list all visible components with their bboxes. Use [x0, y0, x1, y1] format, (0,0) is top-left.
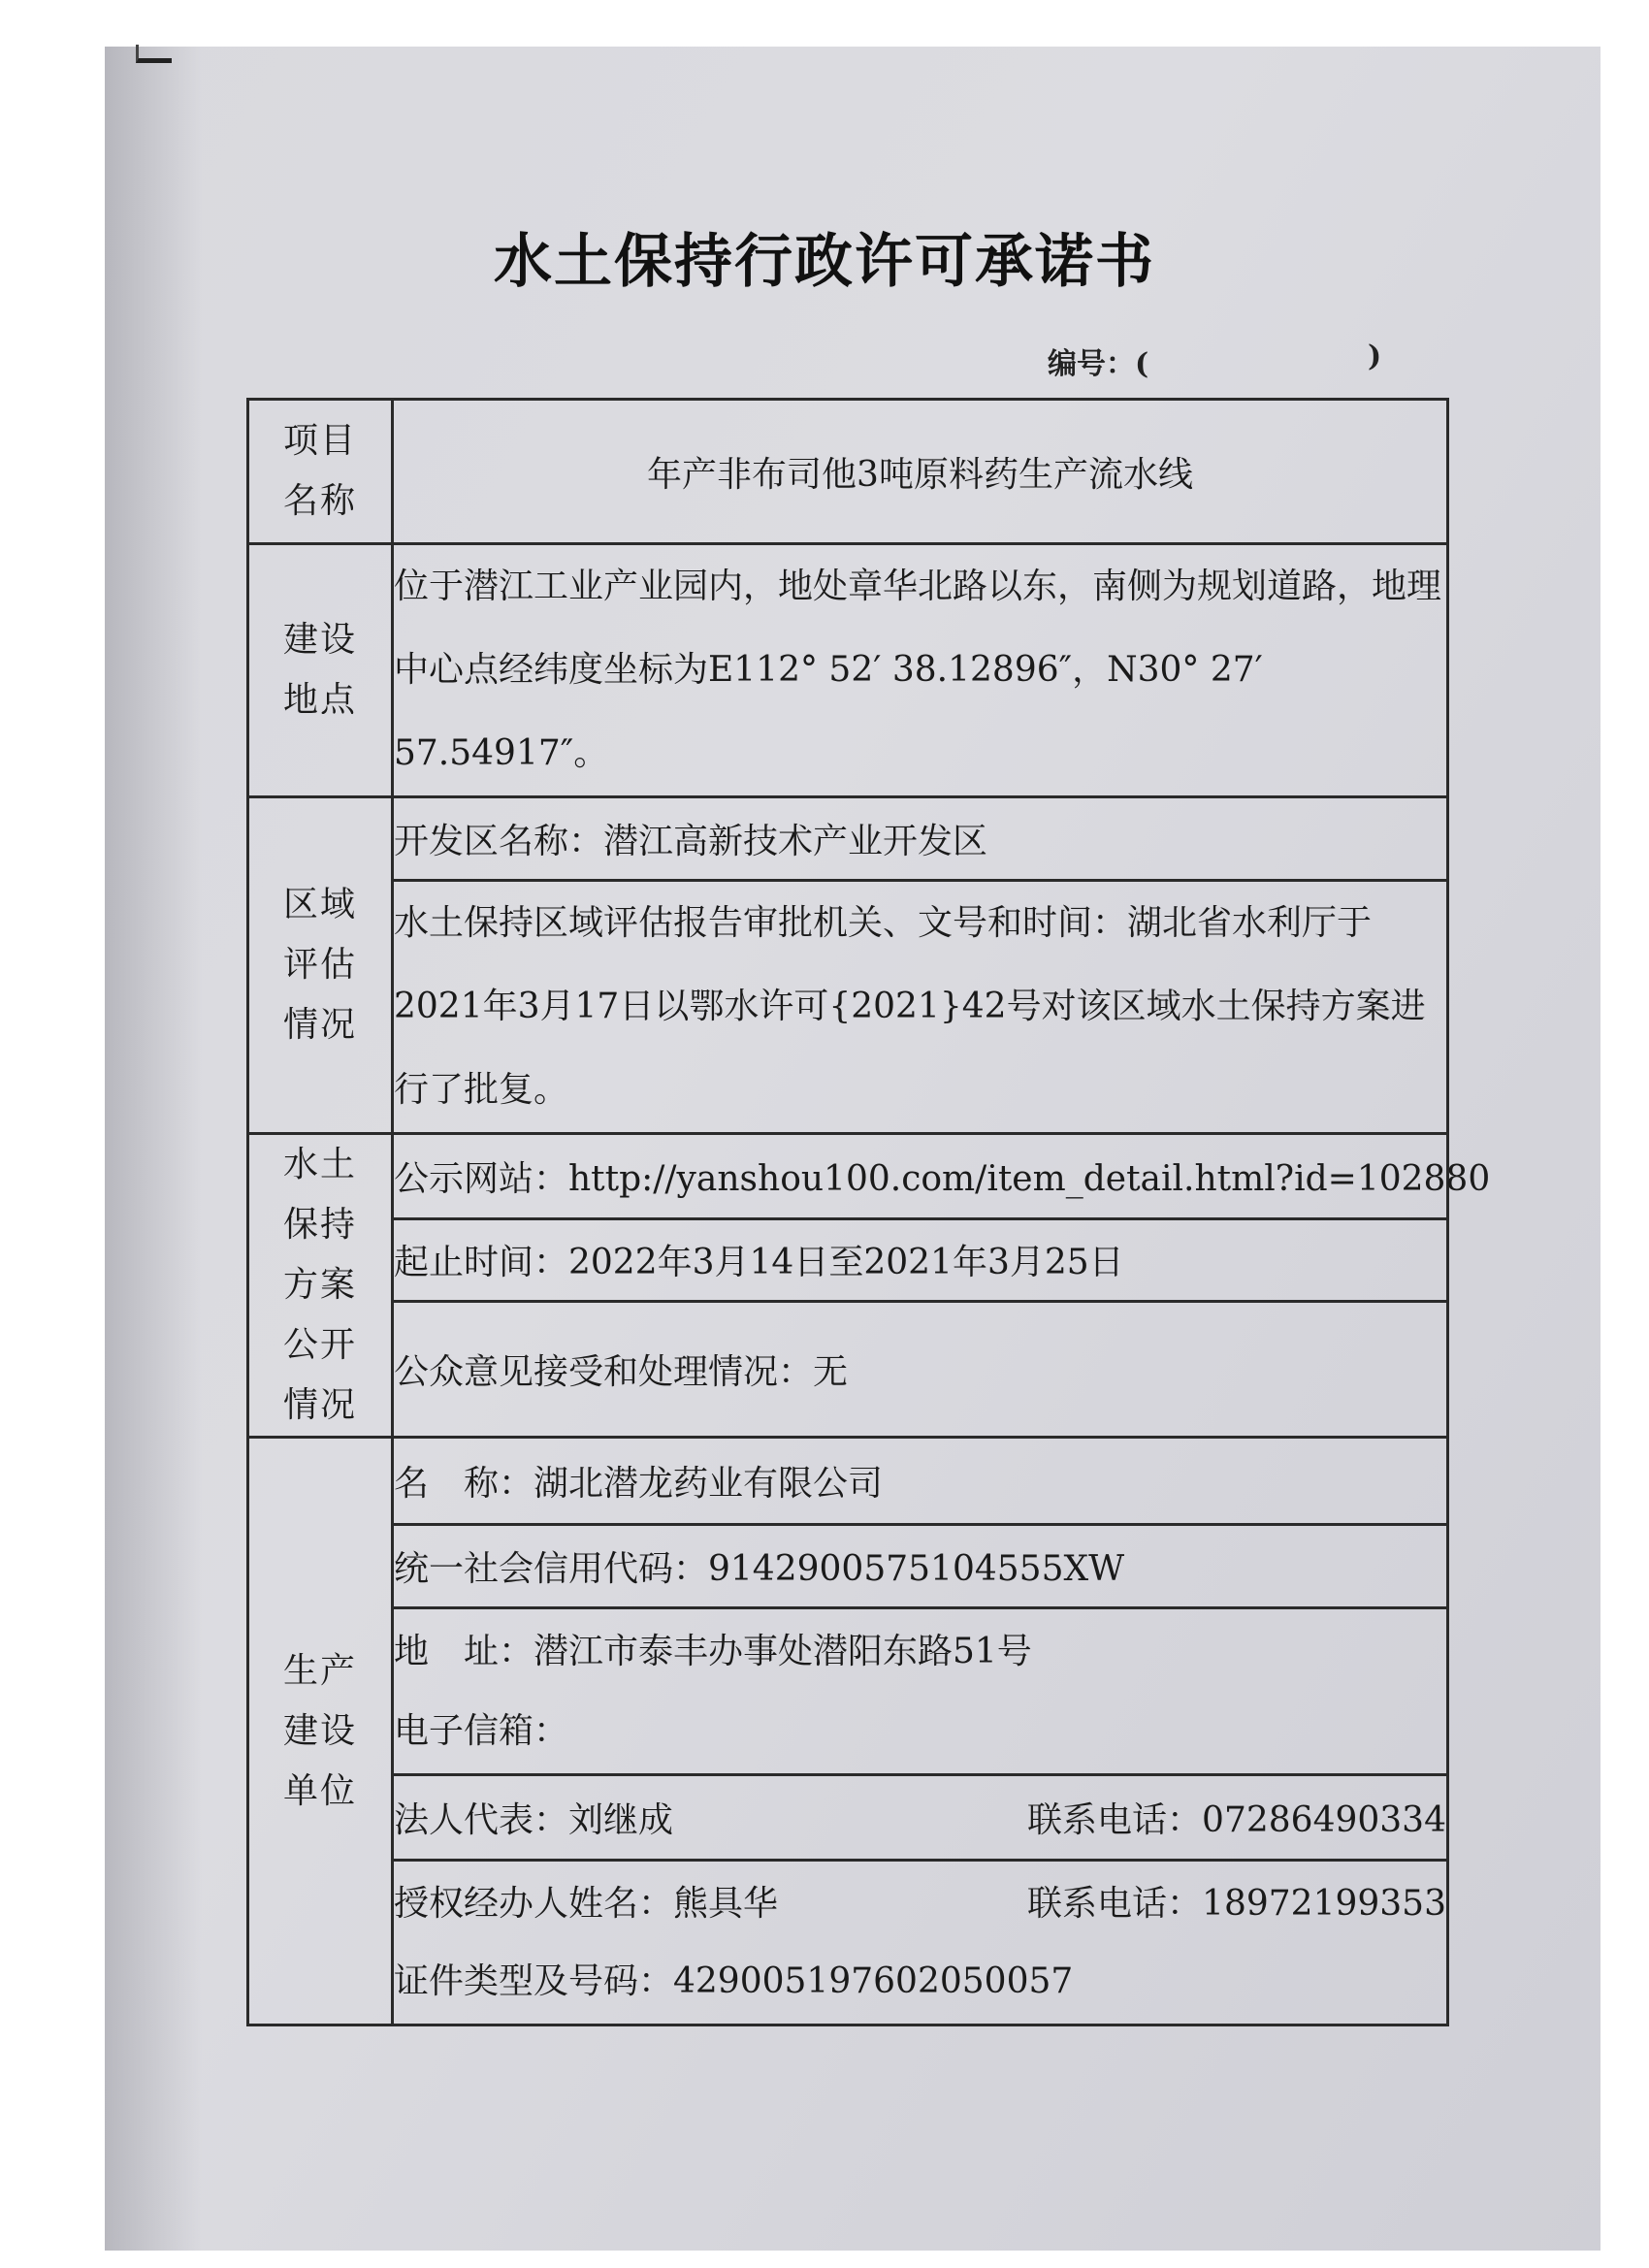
value-agent-block [393, 1861, 1448, 2025]
value-credit-code: 统一社会信用代码：9142900575104555XW [393, 1525, 1448, 1608]
value-legal-rep: 法人代表：刘继成 [394, 1800, 674, 1840]
value-location: 位于潜江工业产业园内，地处章华北路以东，南侧为规划道路，地理中心点经纬度坐标为E112° 52′ 38.12896″，N30° 27′ 57.54917″。 [393, 544, 1448, 797]
serial-label: 编号：( [1048, 347, 1149, 381]
value-legal-block [393, 1775, 1448, 1861]
value-address-block [393, 1608, 1448, 1775]
value-project-name: 年产非布司他3吨原料药生产流水线 [393, 400, 1448, 544]
label-region: 区域 评估 情况 [248, 797, 393, 1134]
value-unit-name: 名 称：湖北潜龙药业有限公司 [393, 1438, 1448, 1525]
serial-number [1048, 340, 1382, 382]
value-agent: 授权经办人姓名：熊具华 [394, 1883, 779, 1924]
value-legal-phone: 联系电话：07286490334 [1027, 1800, 1446, 1840]
value-website: 公示网站：http://yanshou100.com/item_detail.html?id=102880 [393, 1134, 1448, 1219]
row-project-name [248, 400, 1448, 544]
value-agent-phone: 联系电话：18972199353 [1027, 1883, 1446, 1924]
row-disclosure-period [248, 1219, 1448, 1301]
serial-close: ) [1368, 340, 1382, 373]
document-title: 水土保持行政许可承诺书 [494, 228, 1155, 296]
label-location: 建设 地点 [248, 544, 393, 797]
label-project-name: 项目 名称 [248, 400, 393, 544]
value-email: 电子信箱： [394, 1710, 569, 1751]
row-disclosure-feedback [248, 1301, 1448, 1437]
corner-mark [136, 45, 172, 63]
value-zone-name: 开发区名称：潜江高新技术产业开发区 [393, 797, 1448, 881]
label-disclosure: 水土 保持 方案 公开 情况 [248, 1134, 393, 1438]
label-unit: 生产 建设 单位 [248, 1438, 393, 2025]
value-address: 地 址：潜江市泰丰办事处潜阳东路51号 [394, 1631, 1032, 1671]
row-region-zone [248, 797, 1448, 881]
row-location [248, 544, 1448, 797]
value-period: 起止时间：2022年3月14日至2021年3月25日 [393, 1219, 1448, 1301]
row-unit-credit [248, 1525, 1448, 1608]
commitment-form-table [246, 398, 1491, 2026]
value-id-number: 证件类型及号码：429005197602050057 [394, 1960, 1074, 2001]
value-feedback: 公众意见接受和处理情况：无 [393, 1301, 1448, 1437]
row-unit-agent [248, 1861, 1448, 2025]
row-unit-address [248, 1608, 1448, 1775]
row-region-approval [248, 881, 1448, 1134]
row-unit-legal [248, 1775, 1448, 1861]
value-approval: 水土保持区域评估报告审批机关、文号和时间：湖北省水利厅于2021年3月17日以鄂水许可{2021}42号对该区域水土保持方案进行了批复。 [393, 881, 1448, 1134]
row-unit-name [248, 1438, 1448, 1525]
row-disclosure-website [248, 1134, 1448, 1219]
